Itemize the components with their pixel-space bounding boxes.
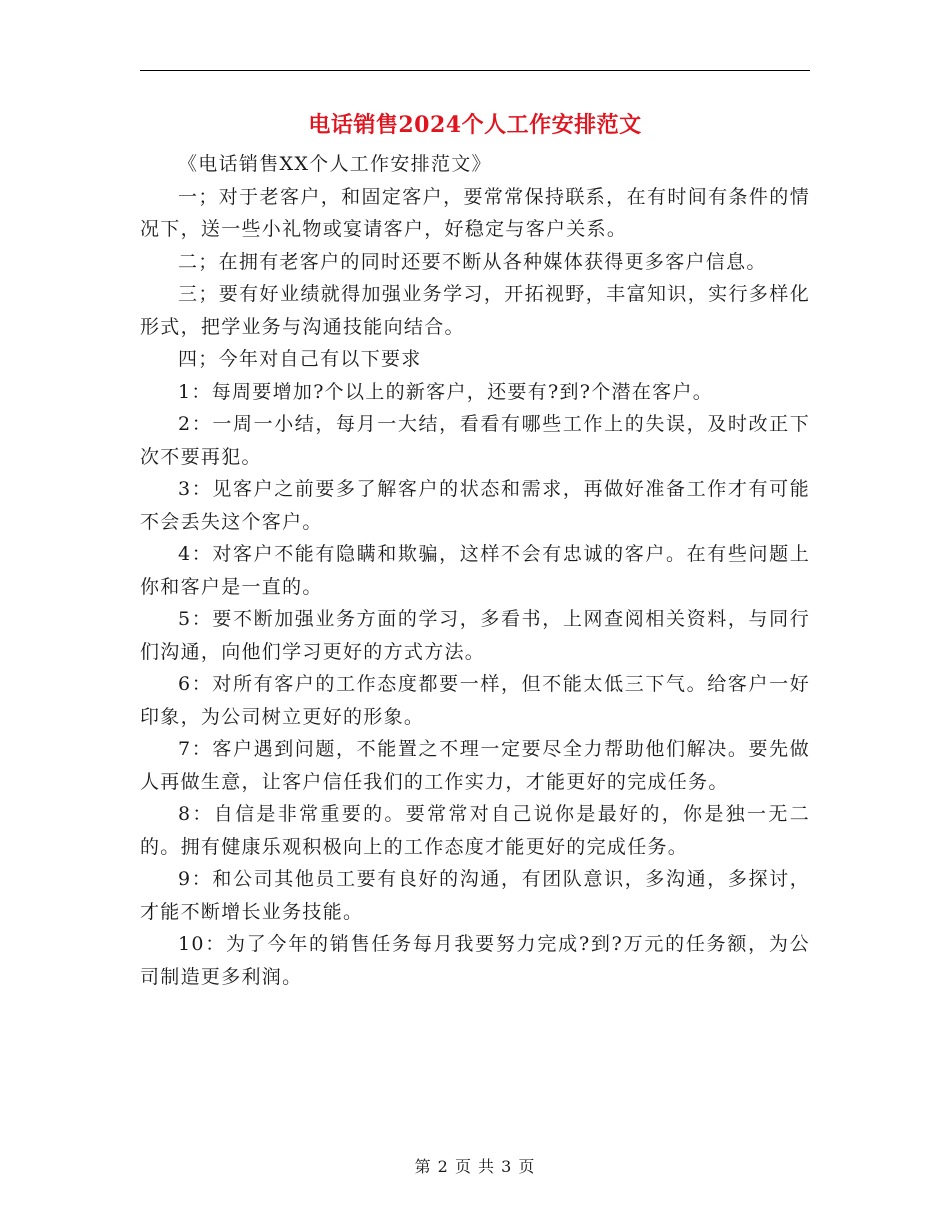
list-item: 9：和公司其他员工要有良好的沟通，有团队意识，多沟通，多探讨，才能不断增长业务技能。 <box>140 868 810 923</box>
list-item: 6：对所有客户的工作态度都要一样，但不能太低三下气。给客户一好印象，为公司树立更好的形象。 <box>140 673 810 728</box>
list-item: 8：自信是非常重要的。要常常对自己说你是最好的，你是独一无二的。拥有健康乐观积极向上的工作态度才能更好的完成任务。 <box>140 803 810 858</box>
document-title: 电话销售2024个人工作安排范文 <box>308 112 642 138</box>
paragraph: 二；在拥有老客户的同时还要不断从各种媒体获得更多客户信息。 <box>178 250 767 273</box>
document-body <box>140 148 810 993</box>
paragraph: 四；今年对自己有以下要求 <box>178 348 422 370</box>
list-item: 2：一周一小结，每月一大结，看看有哪些工作上的失误，及时改正下次不要再犯。 <box>140 413 810 468</box>
list-item: 3：见客户之前要多了解客户的状态和需求，再做好准备工作才有可能不会丢失这个客户。 <box>140 478 810 533</box>
list-item: 1：每周要增加?个以上的新客户，还要有?到?个潜在客户。 <box>178 380 714 403</box>
list-item: 4：对客户不能有隐瞒和欺骗，这样不会有忠诚的客户。在有些问题上你和客户是一直的。 <box>140 543 810 598</box>
paragraph: 三；要有好业绩就得加强业务学习，开拓视野，丰富知识，实行多样化形式，把学业务与沟通技能向结合。 <box>140 283 810 338</box>
paragraph: 一；对于老客户，和固定客户，要常常保持联系，在有时间有条件的情况下，送一些小礼物或宴请客户，好稳定与客户关系。 <box>140 185 810 240</box>
page-number-footer: 第 2 页 共 3 页 <box>414 1157 536 1176</box>
list-item: 10：为了今年的销售任务每月我要努力完成?到?万元的任务额，为公司制造更多利润。 <box>140 933 810 988</box>
list-item: 7：客户遇到问题，不能置之不理一定要尽全力帮助他们解决。要先做人再做生意，让客户信任我们的工作实力，才能更好的完成任务。 <box>140 738 810 793</box>
list-item: 5：要不断加强业务方面的学习，多看书，上网查阅相关资料，与同行们沟通，向他们学习更好的方式方法。 <box>140 608 810 663</box>
header-rule <box>140 70 810 71</box>
subtitle-paragraph: 《电话销售XX个人工作安排范文》 <box>178 153 492 175</box>
